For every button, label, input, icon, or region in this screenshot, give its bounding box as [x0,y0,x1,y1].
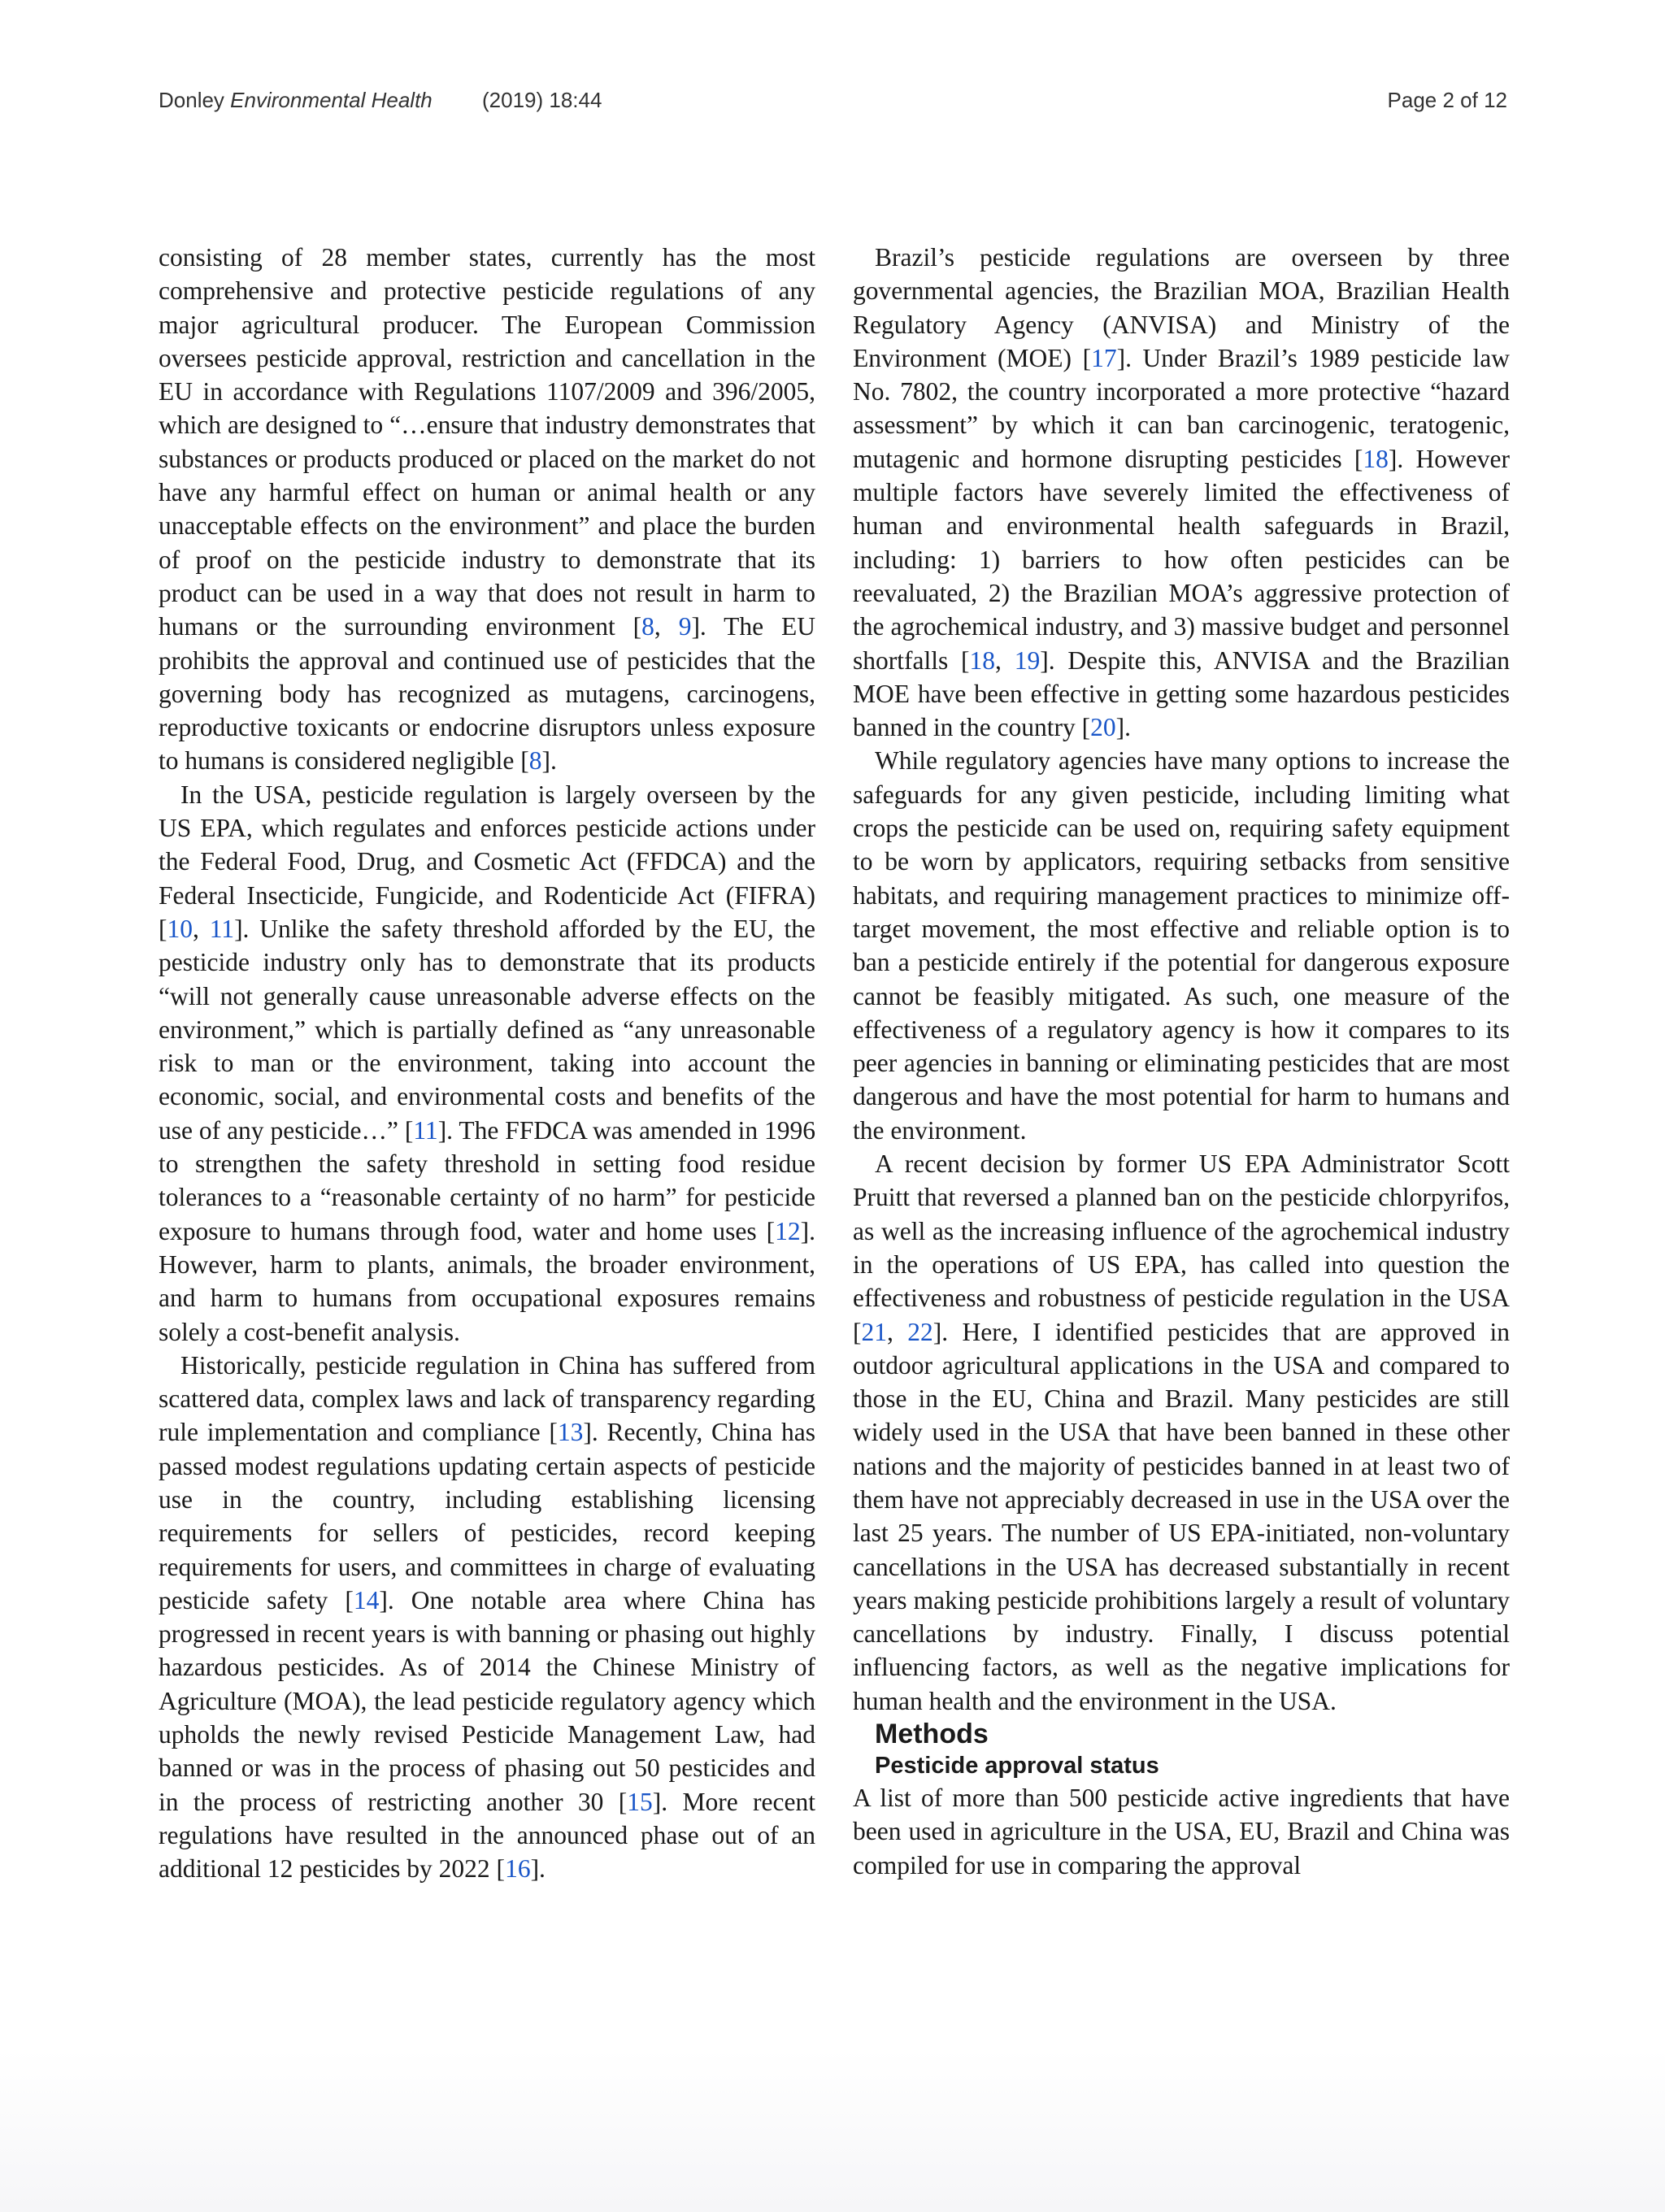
reference-link[interactable]: 21 [861,1317,887,1346]
reference-link[interactable]: 14 [353,1585,380,1614]
section-heading-methods: Methods [875,1719,989,1750]
reference-link[interactable]: 17 [1091,343,1117,372]
header-year-volume: (2019) 18:44 [482,88,602,112]
reference-link[interactable]: 10 [167,914,193,943]
running-header [159,88,1507,120]
header-citation [159,88,433,113]
right-column [853,241,1510,1882]
reference-link[interactable]: 8 [641,612,654,641]
reference-link[interactable]: 11 [413,1115,438,1145]
paragraph: Historically, pesticide regulation in China has suffered from scattered data, complex laws and lack of transparency regarding rule implementation and compliance [13]. Recently, China has passed modest regulations updating certain aspects of pesticide use in the country, including establishing licensing requirements for sellers of pesticides, record keeping requirements for users, and committees in charge of evaluating pesticide safety [14]. One notable area where China has progressed in recent years is with banning or phasing out highly hazardous pesticides. As of 2014 the Chinese Ministry of Agriculture (MOA), the lead pesticide regulatory agency which upholds the newly revised Pesticide Management Law, had banned or was in the process of phasing out 50 pesticides and in the process of restricting another 30 [15]. More recent regulations have resulted in the announced phase out of an additional 12 pesticides by 2022 [16]. [159,1350,815,1884]
reference-link[interactable]: 12 [775,1216,801,1245]
paragraph: A recent decision by former US EPA Administrator Scott Pruitt that reversed a planned ban on the pesticide chlorpyrifos, as well as the increasing influence of the agrochemical industry in the operations of US EPA, has called into question the effectiveness and robustness of pesticide regulation in the USA [21, 22]. Here, I identified pesticides that are approved in outdoor agricultural applications in the USA and compared to those in the EU, China and Brazil. Many pesticides are still widely used in the USA that have been banned in these other nations and the majority of pesticides banned in at least two of them have not appreciably decreased in use in the USA over the last 25 years. The number of US EPA-initiated, non-voluntary cancellations in the USA has decreased substantially in recent years making pesticide prohibitions largely a result of voluntary cancellations by industry. Finally, I discuss potential influencing factors, as well as the negative implications for human health and the environment in the USA. [853,1149,1510,1715]
paragraph: consisting of 28 member states, currently has the most comprehensive and protective pesticide regulations of any major agricultural producer. The European Commission oversees pesticide approval, restriction and cancellation in the EU in accordance with Regulations 1107/2009 and 396/2005, which are designed to “…ensure that industry demonstrates that substances or products produced or placed on the market do not have any harmful effect on human or animal health or any unacceptable effects on the environment” and place the burden of proof on the pesticide industry to demonstrate that its product can be used in a way that does not result in harm to humans or the surrounding environment [8, 9]. The EU prohibits the approval and continued use of pesticides that the governing body has recognized as mutagens, carcinogens, reproductive toxicants or endocrine disruptors unless exposure to humans is considered negligible [8]. [159,243,815,776]
reference-link[interactable]: 8 [528,746,542,776]
reference-link[interactable]: 19 [1014,645,1041,675]
reference-link[interactable]: 18 [969,645,996,675]
reference-link[interactable]: 22 [907,1317,933,1346]
reference-link[interactable]: 9 [678,612,692,641]
reference-link[interactable]: 11 [209,914,235,943]
reference-link[interactable]: 18 [1363,444,1389,473]
subsection-heading: Pesticide approval status [875,1753,1159,1780]
reference-link[interactable]: 16 [505,1854,531,1884]
paragraph: Brazil’s pesticide regulations are overseen by three governmental agencies, the Brazilian MOA, Brazilian Health Regulatory Agency (ANVISA) and Ministry of the Environment (MOE) [17]. Under Brazil’s 1989 pesticide law No. 7802, the country incorporated a more protective “hazard assessment” by which it can ban carcinogenic, teratogenic, mutagenic and hormone disrupting pesticides [18]. However multiple factors have severely limited the effectiveness of human and environmental health safeguards in Brazil, including: 1) barriers to how often pesticides can be reevaluated, 2) the Brazilian MOA’s aggressive protection of the agrochemical industry, and 3) massive budget and personnel shortfalls [18, 19]. Despite this, ANVISA and the Brazilian MOE have been effective in getting some hazardous pesticides banned in the country [20]. [853,243,1511,742]
paragraph: A list of more than 500 pesticide active ingredients that have been used in agriculture in the USA, EU, Brazil and China was compiled for use in comparing the approval [853,1784,1510,1880]
paragraph: While regulatory agencies have many options to increase the safeguards for any given pesticide, including limiting what crops the pesticide can be used on, requiring safety equipment to be worn by applicators, requiring setbacks from sensitive habitats, and requiring management practices to minimize off-target movement, the most effective and reliable option is to ban a pesticide entirely if the potential for dangerous exposure cannot be feasibly mitigated. As such, one measure of the effectiveness of a regulatory agency is how it compares to its peer agencies in banning or eliminating pesticides that are most dangerous and have the most potential for harm to humans and the environment. [853,746,1510,1145]
paragraph: In the USA, pesticide regulation is largely overseen by the US EPA, which regulates and enforces pesticide actions under the Federal Food, Drug, and Cosmetic Act (FFDCA) and the Federal Insecticide, Fungicide, and Rodenticide Act (FIFRA) [10, 11]. Unlike the safety threshold afforded by the EU, the pesticide industry only has to demonstrate that its products “will not generally cause unreasonable adverse effects on the environment,” which is partially defined as “any unreasonable risk to man or the environment, taking into account the economic, social, and environmental costs and benefits of the use of any pesticide…” [11]. The FFDCA was amended in 1996 to strengthen the safety threshold in setting food residue tolerances to a “reasonable certainty of no harm” for pesticide exposure to humans through food, water and home uses [12]. However, harm to plants, animals, the broader environment, and harm to humans from occupational exposures remains solely a cost-benefit analysis. [159,780,815,1346]
header-author: Donley [159,88,224,112]
reference-link[interactable]: 20 [1090,713,1116,742]
page-bottom-shade [0,2049,1665,2212]
left-column [159,241,815,1886]
header-journal: Environmental Health [230,88,433,112]
reference-link[interactable]: 15 [627,1787,653,1816]
reference-link[interactable]: 13 [557,1418,584,1447]
header-page-number: Page 2 of 12 [1387,88,1507,112]
